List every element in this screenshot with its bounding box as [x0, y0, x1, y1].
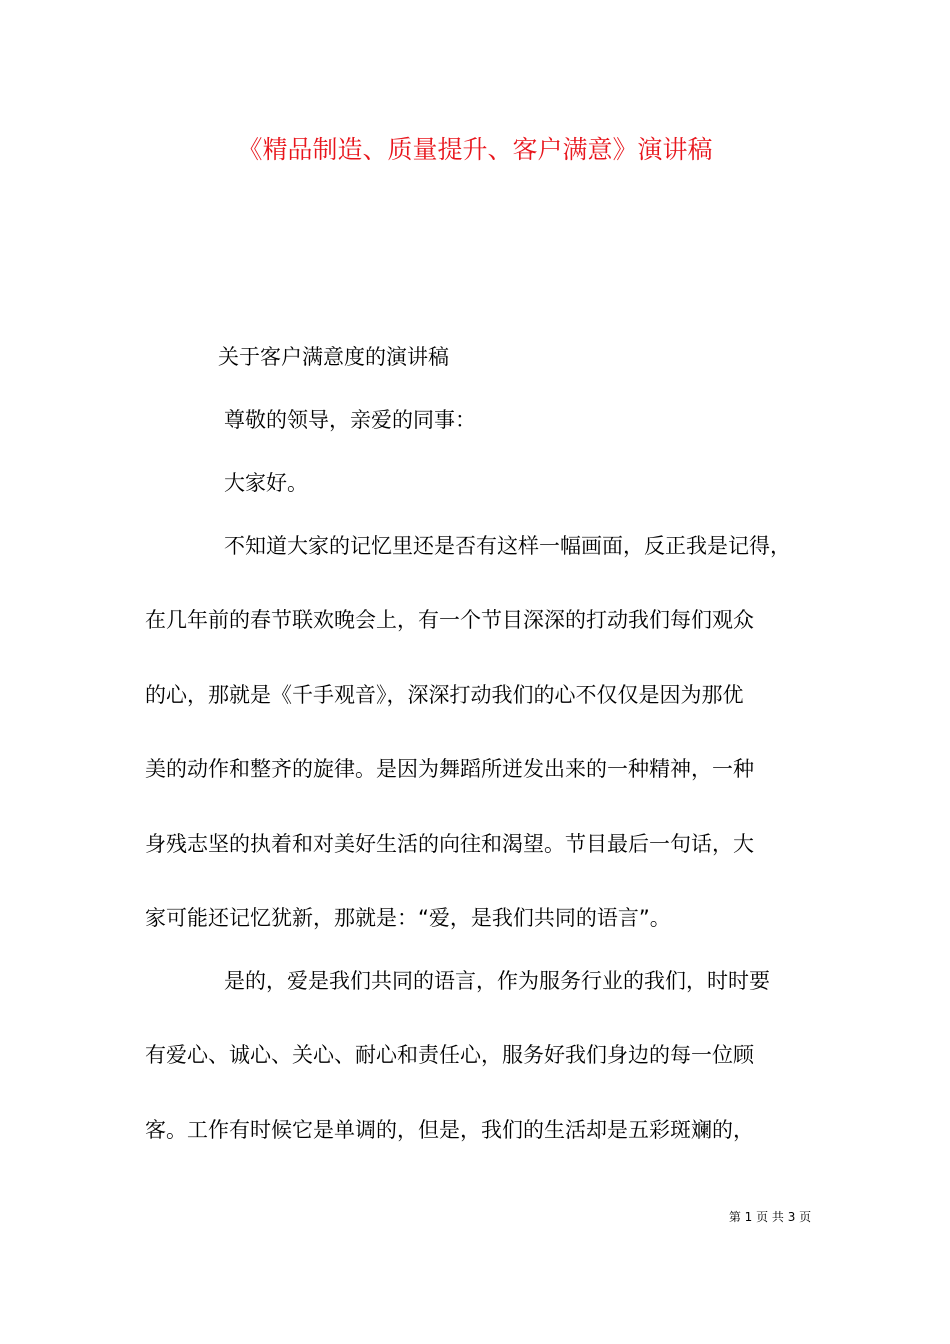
paragraph-2-line-2: 有爱心、诚心、关心、耐心和责任心，服务好我们身边的每一位顾 — [145, 1043, 754, 1067]
paragraph-2-line-1: 是的，爱是我们共同的语言，作为服务行业的我们，时时要 — [224, 969, 770, 993]
paragraph-1-line-5: 身残志坚的执着和对美好生活的向往和渴望。节目最后一句话，大 — [145, 832, 754, 856]
salutation: 尊敬的领导，亲爱的同事： — [224, 408, 476, 432]
page-number: 第 1 页 共 3 页 — [728, 1210, 812, 1224]
paragraph-1-line-3: 的心，那就是《千手观音》，深深打动我们的心不仅仅是因为那优 — [145, 683, 744, 707]
document-title: 《精品制造、质量提升、客户满意》演讲稿 — [237, 135, 713, 164]
paragraph-1-line-4: 美的动作和整齐的旋律。是因为舞蹈所迸发出来的一种精神，一种 — [145, 757, 754, 781]
paragraph-1-line-2: 在几年前的春节联欢晚会上，有一个节目深深的打动我们每们观众 — [145, 608, 754, 632]
paragraph-2-line-3: 客。工作有时候它是单调的，但是，我们的生活却是五彩斑斓的， — [145, 1118, 754, 1142]
paragraph-1-line-6: 家可能还记忆犹新，那就是：“爱，是我们共同的语言”。 — [145, 906, 671, 930]
document-subtitle: 关于客户满意度的演讲稿 — [218, 345, 449, 369]
greeting: 大家好。 — [224, 471, 308, 495]
paragraph-1-line-1: 不知道大家的记忆里还是否有这样一幅画面，反正我是记得， — [224, 534, 791, 558]
